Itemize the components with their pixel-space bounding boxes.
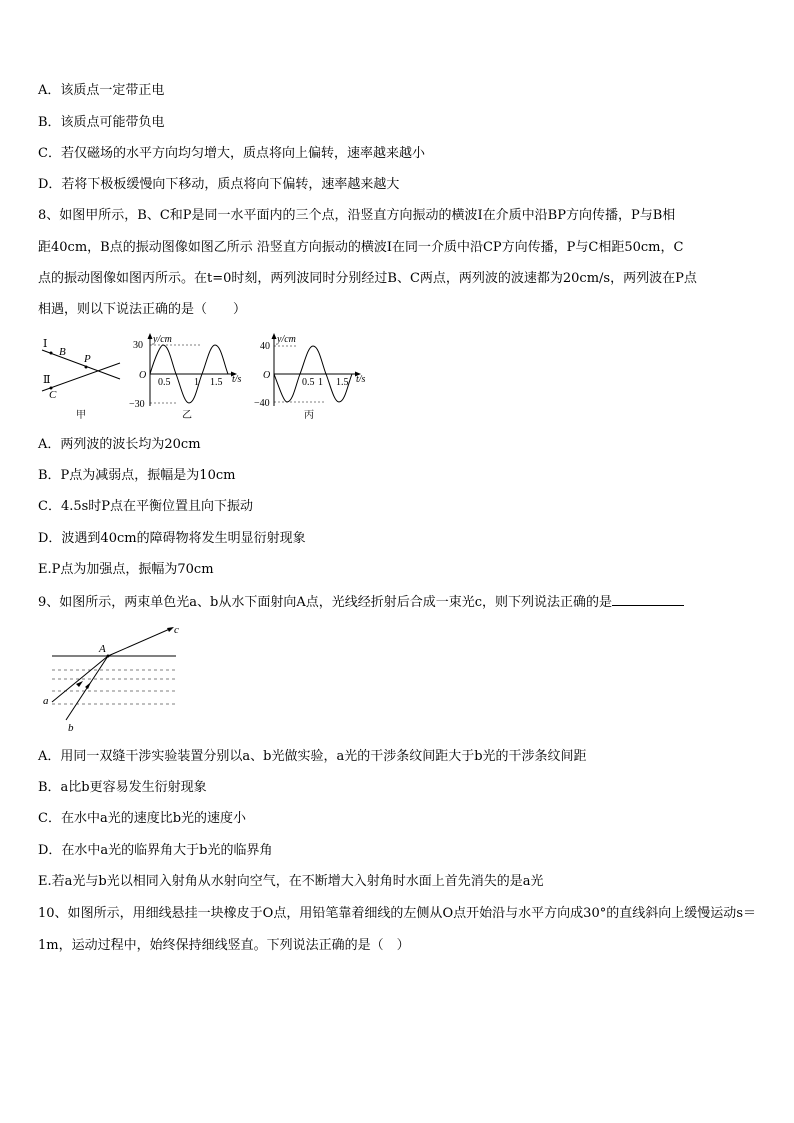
caption-jia: 甲	[76, 410, 86, 421]
q8-stem-line-3: 点的振动图像如图丙所示。在t=0时刻，两列波同时分别经过B、C两点，两列波的波速都为20cm/s，两列波在P点	[38, 271, 697, 286]
q9-option-b: B．a比b更容易发生衍射现象	[38, 780, 207, 795]
ray-c-arrow	[167, 627, 174, 632]
q9-option-e: E.若a光与b光以相同入射角从水射向空气，在不断增大入射角时水面上首先消失的是a光	[38, 874, 544, 889]
y-tick-negative: −30	[129, 399, 145, 410]
q9-option-a: A．用同一双缝干涉实验装置分别以a、b光做实验，a光的干涉条纹间距大于b光的干涉条纹间距	[38, 749, 587, 764]
q8-figure-yi	[128, 330, 248, 422]
q8-option-b: B．P点为减弱点，振幅是为10cm	[38, 468, 236, 483]
q8-figure-jia	[38, 330, 128, 422]
x-tick-1-5: 1.5	[210, 377, 223, 388]
q8-stem-line-2: 距40cm，B点的振动图像如图乙所示 沿竖直方向振动的横波Ⅰ在同一介质中沿CP方向传播，P与C相距50cm，C	[38, 240, 684, 255]
ray-c	[108, 628, 172, 656]
wave-ii-ray	[42, 363, 120, 391]
q7-option-b: B．该质点可能带负电	[38, 115, 165, 130]
point-a-upper	[107, 655, 110, 658]
q9-stem	[38, 593, 684, 611]
q7-option-c: C．若仅磁场的水平方向均匀增大，质点将向上偏转，速率越来越小	[38, 146, 425, 161]
label-c: c	[174, 624, 179, 636]
y-tick-negative: −40	[254, 398, 270, 409]
origin-label: O	[139, 370, 147, 381]
q9-option-c: C．在水中a光的速度比b光的速度小	[38, 811, 247, 826]
q8-stem-line-1: 8、如图甲所示，B、C和P是同一水平面内的三个点，沿竖直方向振动的横波Ⅰ在介质中沿BP方向传播，P与B相	[38, 208, 676, 223]
y-axis-label: y/cm	[153, 334, 172, 345]
q7-option-a: A．该质点一定带正电	[38, 83, 165, 98]
y-axis-label: y/cm	[277, 334, 296, 345]
label-b: B	[59, 346, 66, 358]
point-b	[50, 352, 53, 355]
q9-option-d: D．在水中a光的临界角大于b光的临界角	[38, 843, 273, 858]
point-p	[85, 366, 88, 369]
label-c: C	[49, 389, 57, 401]
label-p: P	[84, 353, 91, 365]
wave-i-ray	[42, 350, 120, 379]
q8-stem-line-4: 相遇，则以下说法正确的是（ ）	[38, 302, 247, 317]
x-tick-0-5: 0.5	[158, 377, 171, 388]
q8-option-e: E.P点为加强点，振幅为70cm	[38, 562, 214, 577]
q8-option-c: C．4.5s时P点在平衡位置且向下振动	[38, 499, 254, 514]
label-wave-ii: Ⅱ	[43, 374, 51, 386]
x-tick-1: 1	[318, 377, 323, 388]
origin-label: O	[263, 370, 271, 381]
x-axis-label: t/s	[232, 374, 242, 385]
y-tick-positive: 40	[260, 341, 270, 352]
y-tick-positive: 30	[133, 340, 143, 351]
q8-option-d: D．波遇到40cm的障碍物将发生明显衍射现象	[38, 531, 306, 546]
x-tick-0-5: 0.5	[302, 377, 315, 388]
label-a: a	[43, 695, 49, 707]
y-axis-arrow	[272, 333, 277, 339]
y-axis-arrow	[148, 333, 153, 339]
q7-option-d: D．若将下极板缓慢向下移动，质点将向下偏转，速率越来越大	[38, 177, 400, 192]
label-a-upper: A	[99, 643, 106, 655]
caption-bing: 丙	[304, 410, 314, 421]
caption-yi: 乙	[182, 410, 192, 421]
x-axis-label: t/s	[356, 374, 366, 385]
q9-figure	[38, 618, 188, 736]
ray-b-arrow	[85, 682, 91, 689]
q9-stem-text: 9、如图所示，两束单色光a、b从水下面射向A点，光线经折射后合成一束光c，则下列说法正确的是	[38, 595, 613, 610]
label-b: b	[68, 722, 74, 734]
q8-option-a: A．两列波的波长均为20cm	[38, 437, 201, 452]
q8-figure-bing	[252, 330, 370, 422]
q10-stem: 10、如图所示，用细线悬挂一块橡皮于O点，用铅笔靠着细线的左侧从O点开始沿与水平方向成30°的直线斜向上缓慢运动s＝1m，运动过程中，始终保持细线竖直。下列说法正确的是（ ）	[38, 906, 756, 953]
label-wave-i: Ⅰ	[43, 338, 48, 350]
x-tick-1-5: 1.5	[336, 377, 349, 388]
answer-blank[interactable]	[612, 593, 684, 606]
x-tick-1: 1	[194, 377, 199, 388]
